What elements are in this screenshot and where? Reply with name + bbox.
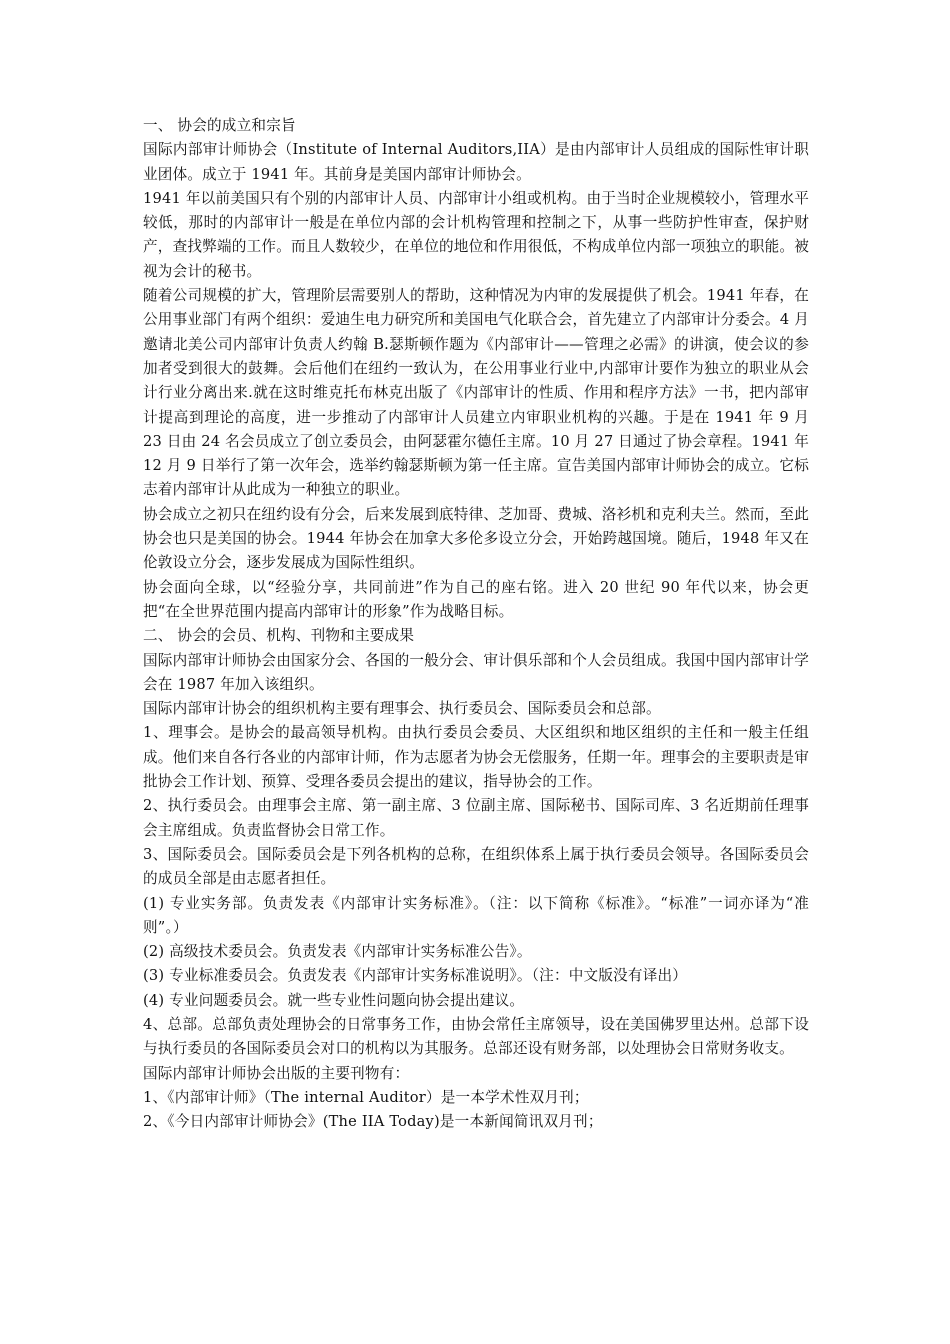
paragraph-chapter-expansion: 协会成立之初只在纽约设有分会，后来发展到底特律、芝加哥、费城、洛衫机和克利夫兰。然而，至此协会也只是美国的协会。1944 年协会在加拿大多伦多设立分会，开始跨越国境。随后，1948 年又在伦敦设立分会，逐步发展成为国际性组织。 — [143, 505, 809, 572]
list-item-technical-committee: (2) 高级技术委员会。负责发表《内部审计实务标准公告》。 — [143, 943, 532, 961]
paragraph-org-structure: 国际内部审计协会的组织机构主要有理事会、执行委员会、国际委员会和总部。 — [143, 700, 661, 718]
list-item-standards-committee: (3) 专业标准委员会。负责发表《内部审计实务标准说明》。（注：中文版没有译出） — [143, 967, 688, 985]
document-page — [143, 114, 809, 1134]
paragraph-international-committees: 3、国际委员会。国际委员会是下列各机构的总称，在组织体系上属于执行委员会领导。各国际委员会的成员全部是由志愿者担任。 — [143, 845, 809, 888]
heading-founding-and-purpose: 一、 协会的成立和宗旨 — [143, 117, 296, 134]
paragraph-executive-committee: 2、执行委员会。由理事会主席、第一副主席、3 位副主席、国际秘书、国际司库、3 名近期前任理事会主席组成。负责监督协会日常工作。 — [143, 797, 809, 839]
list-item-iia-today: 2、《今日内部审计师协会》(The IIA Today)是一本新闻简讯双月刊； — [143, 1113, 603, 1131]
paragraph-membership: 国际内部审计师协会由国家分会、各国的一般分会、审计俱乐部和个人会员组成。我国中国内部审计学会在 1987 年加入该组织。 — [143, 651, 809, 693]
paragraph-headquarters: 4、总部。总部负责处理协会的日常事务工作，由协会常任主席领导，设在美国佛罗里达州。总部下设与执行委员的各国际委员会对口的机构以为其服务。总部还设有财务部，以处理协会日常财务收支。 — [143, 1015, 809, 1058]
list-item-internal-auditor: 1、《内部审计师》（The internal Auditor）是一本学术性双月刊； — [143, 1088, 589, 1106]
paragraph-before-1941: 1941 年以前美国只有个别的内部审计人员、内部审计小组或机构。由于当时企业规模较小，管理水平较低，那时的内部审计一般是在单位内部的会计机构管理和控制之下，从事一些防护性审查，保护财产，查找弊端的工作。而且人数较少，在单位的地位和作用很低，不构成单位内部一项独立的职能。被视为会计的秘书。 — [143, 189, 809, 280]
paragraph-motto: 协会面向全球，以“经验分享，共同前进”作为自己的座右铭。进入 20 世纪 90 年代以来，协会更把“在全世界范围内提高内部审计的形象”作为战略目标。 — [143, 578, 809, 620]
list-item-professional-practice: (1) 专业实务部。负责发表《内部审计实务标准》。（注：以下简称《标准》。“标准”一词亦译为“准则”。） — [143, 894, 809, 936]
paragraph-founding-history: 随着公司规模的扩大，管理阶层需要别人的帮助，这种情况为内审的发展提供了机会。1941 年春，在公用事业部门有两个组织：爱迪生电力研究所和美国电气化联合会，首先建立了内部审计分委会。4 月邀请北美公司内部审计负责人约翰 B.瑟斯顿作题为《内部审计——管理之必需》的讲演，使会议的参加者受到很大的鼓舞。会后他们在纽约一致认为，在公用事业行业中,内部审计要作为独立的职业从会计行业分离出来.就在这时维克托布林克出版了《内部审计的性质、作用和程序方法》一书，把内部审计提高到理论的高度，进一步推动了内部审计人员建立内审职业机构的兴趣。于是在 1941 年 9 月 23 日由 24 名会员成立了创立委员会，由阿瑟霍尔德任主席。10 月 27 日通过了协会章程。1941 年 12 月 9 日举行了第一次年会，选举约翰瑟斯顿为第一任主席。宣告美国内部审计师协会的成立。它标志着内部审计从此成为一种独立的职业。 — [143, 287, 809, 499]
paragraph-publications-intro: 国际内部审计师协会出版的主要刊物有： — [143, 1064, 410, 1082]
list-item-issues-committee: (4) 专业问题委员会。就一些专业性问题向协会提出建议。 — [143, 991, 525, 1009]
paragraph-iia-intro: 国际内部审计师协会（Institute of Internal Auditors,IIA）是由内部审计人员组成的国际性审计职业团体。成立于 1941 年。其前身是美国内部审计师协会。 — [143, 141, 809, 183]
heading-members-organization: 二、 协会的会员、机构、刊物和主要成果 — [143, 627, 415, 645]
paragraph-board: 1、理事会。是协会的最高领导机构。由执行委员会委员、大区组织和地区组织的主任和一般主任组成。他们来自各行各业的内部审计师，作为志愿者为协会无偿服务，任期一年。理事会的主要职责是审批协会工作计划、预算、受理各委员会提出的建议，指导协会的工作。 — [143, 724, 809, 791]
